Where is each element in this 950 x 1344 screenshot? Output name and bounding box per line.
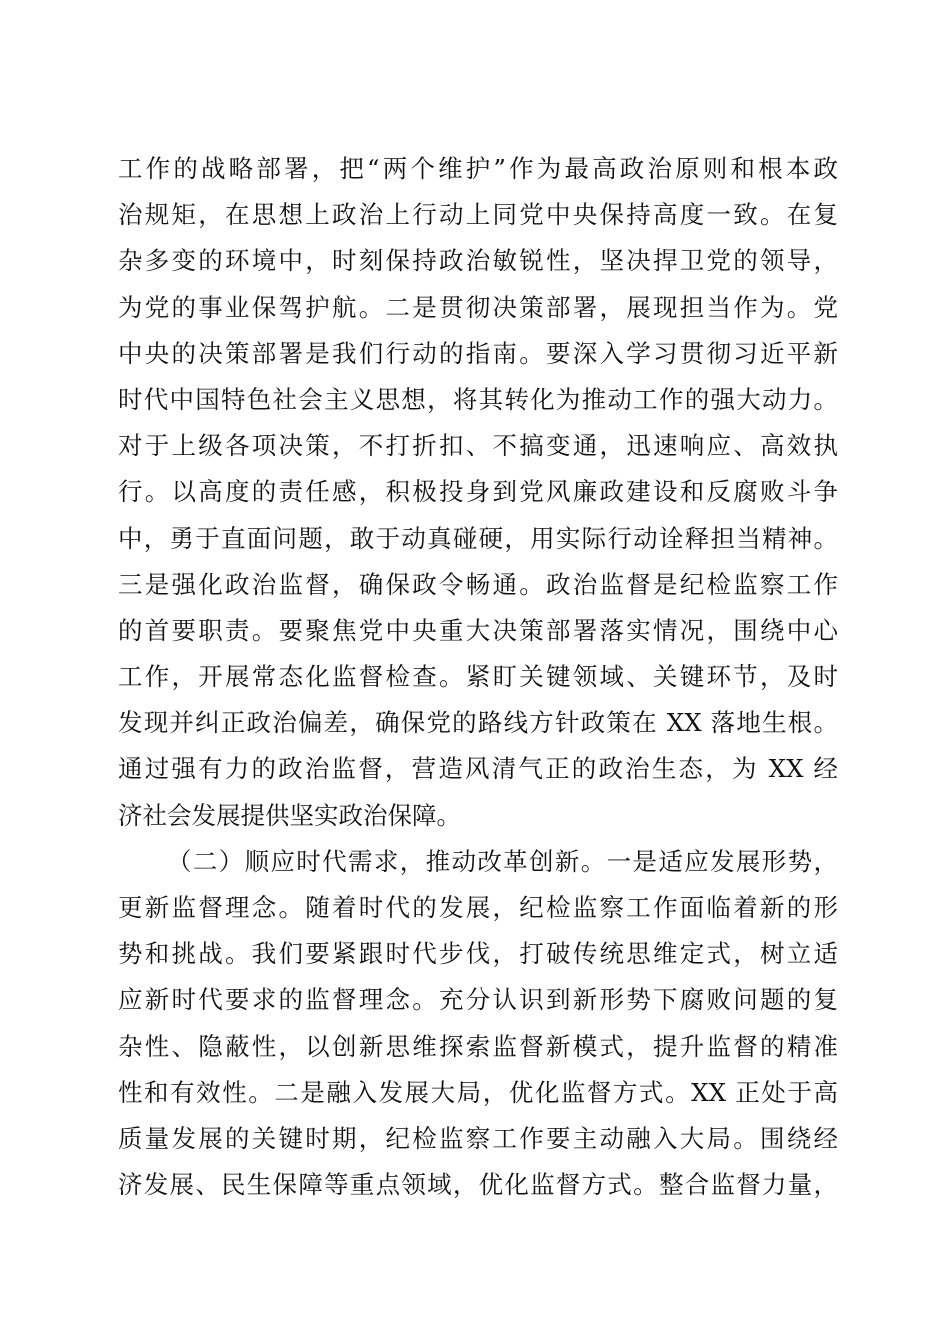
p2-line-7: 质量发展的关键时期，纪检监察工作要主动融入大局。围绕经 (118, 1123, 838, 1153)
p1-line-12: 工作，开展常态化监督检查。紧盯关键领域、关键环节，及时 (118, 662, 838, 692)
p2-line-3: 势和挑战。我们要紧跟时代步伐，打破传统思维定式，树立适 (118, 939, 838, 969)
p1-line-13: 发现并纠正政治偏差，确保党的路线方针政策在 XX 落地生根。 (118, 708, 838, 738)
p2-line-2: 更新监督理念。随着时代的发展，纪检监察工作面临着新的形 (118, 893, 838, 922)
p1-line-14: 通过强有力的政治监督，营造风清气正的政治生态，为 XX 经 (118, 754, 838, 784)
p1-line-4: 为党的事业保驾护航。二是贯彻决策部署，展现担当作为。党 (118, 292, 838, 322)
p1-line-15: 济社会发展提供坚实政治保障。 (118, 800, 461, 830)
p2-line-5: 杂性、隐蔽性，以创新思维探索监督新模式，提升监督的精准 (118, 1031, 838, 1061)
p1-line-6: 时代中国特色社会主义思想，将其转化为推动工作的强大动力。 (118, 384, 838, 414)
p1-line-11: 的首要职责。要聚焦党中央重大决策部署落实情况，围绕中心 (118, 615, 838, 645)
p2-line-1: （二）顺应时代需求，推动改革创新。一是适应发展形势， (167, 846, 838, 876)
p1-line-7: 对于上级各项决策，不打折扣、不搞变通，迅速响应、高效执 (118, 431, 838, 461)
p1-line-3: 杂多变的环境中，时刻保持政治敏锐性，坚决捍卫党的领导， (118, 246, 838, 276)
p1-line-8: 行。以高度的责任感，积极投身到党风廉政建设和反腐败斗争 (118, 477, 838, 507)
document-body (118, 146, 838, 1208)
p1-line-10: 三是强化政治监督，确保政令畅通。政治监督是纪检监察工作 (118, 569, 838, 599)
p1-line-5: 中央的决策部署是我们行动的指南。要深入学习贯彻习近平新 (118, 338, 838, 368)
p2-line-4: 应新时代要求的监督理念。充分认识到新形势下腐败问题的复 (118, 985, 838, 1015)
p2-line-6: 性和有效性。二是融入发展大局，优化监督方式。XX 正处于高 (118, 1077, 838, 1107)
p1-line-1: 工作的战略部署，把“两个维护”作为最高政治原则和根本政 (118, 154, 838, 183)
p2-line-8: 济发展、民生保障等重点领域，优化监督方式。整合监督力量， (118, 1170, 838, 1200)
p1-line-9: 中，勇于直面问题，敢于动真碰硬，用实际行动诠释担当精神。 (118, 523, 838, 553)
p1-line-2: 治规矩，在思想上政治上行动上同党中央保持高度一致。在复 (118, 200, 838, 230)
